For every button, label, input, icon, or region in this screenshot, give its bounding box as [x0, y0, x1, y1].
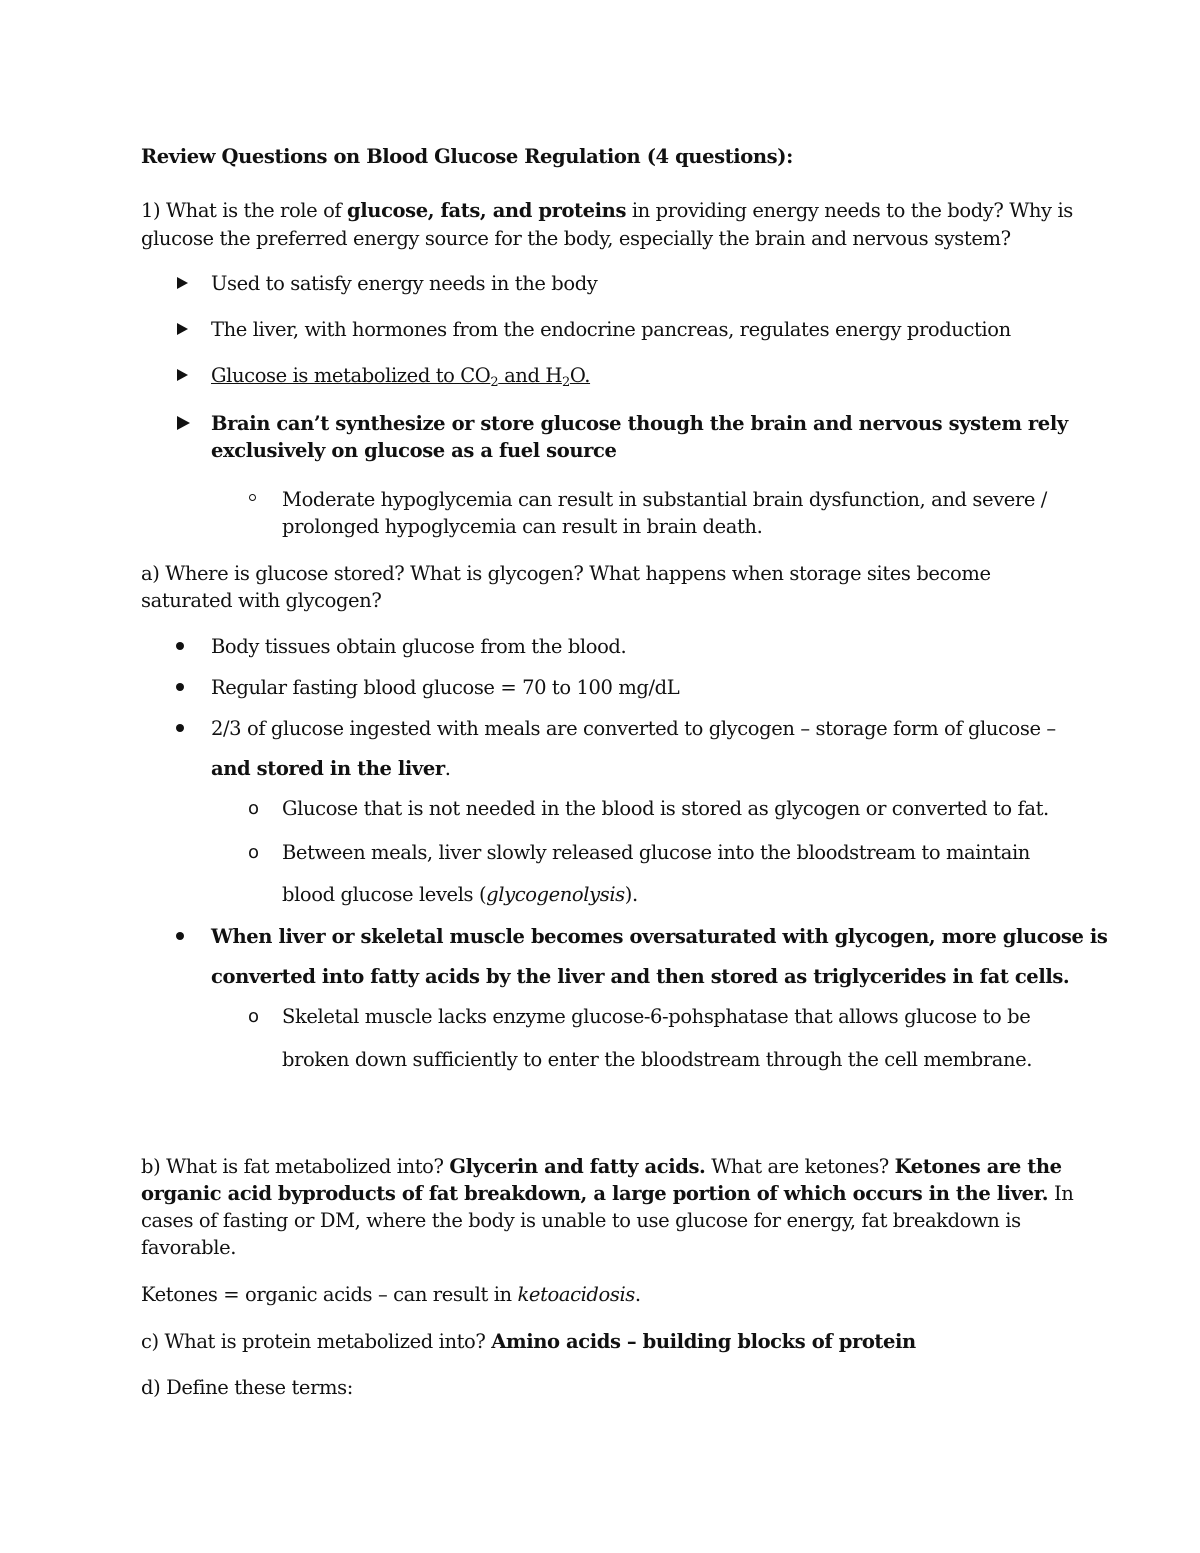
- question-d: d) Define these terms:: [141, 1376, 353, 1399]
- ketones-text: Ketones = organic acids – can result in: [141, 1283, 518, 1306]
- qb-bold: organic acid byproducts of fat breakdown, a large portion of which occurs in the liver.: [141, 1182, 1049, 1205]
- qc-text: c) What is protein metabolized into?: [141, 1330, 492, 1353]
- question-a-line-2: saturated with glycogen?: [141, 589, 382, 612]
- arrow-bullet-icon: [177, 369, 188, 381]
- qa-bullet-4-line-2: converted into fatty acids by the liver and then stored as triglycerides in fat cells.: [211, 965, 1070, 988]
- qa-subbullet-2-text: ).: [624, 883, 638, 906]
- q1-bullet-3-text: and H: [498, 364, 562, 387]
- q1-bullet-3-text: Glucose is metabolized to CO: [211, 364, 491, 387]
- qa-subbullet-1: Glucose that is not needed in the blood is stored as glycogen or converted to fat.: [282, 797, 1049, 820]
- q1-bullet-3: [211, 362, 590, 389]
- qa-subbullet-2-line-1: Between meals, liver slowly released glucose into the bloodstream to maintain: [282, 841, 1030, 864]
- qc-bold: Amino acids – building blocks of protein: [491, 1330, 916, 1353]
- qa-subbullet-3-line-1: Skeletal muscle lacks enzyme glucose-6-pohsphatase that allows glucose to be: [282, 1005, 1031, 1028]
- dot-bullet-icon: [176, 724, 184, 732]
- document-title: Review Questions on Blood Glucose Regulation (4 questions):: [141, 145, 793, 168]
- question-1-line-1: [141, 197, 1073, 224]
- o-bullet-icon: o: [248, 842, 259, 863]
- circle-bullet-icon: [249, 494, 256, 501]
- dot-bullet-icon: [176, 642, 184, 650]
- ketones-italic: ketoacidosis: [517, 1283, 635, 1306]
- qb-text: In: [1048, 1182, 1074, 1205]
- qb-text: b) What is fat metabolized into?: [141, 1155, 450, 1178]
- qb-bold: Glycerin and fatty acids.: [449, 1155, 706, 1178]
- q1-text: 1) What is the role of: [141, 199, 348, 222]
- subscript: 2: [561, 375, 570, 390]
- subscript: 2: [490, 375, 499, 390]
- question-1-line-2: glucose the preferred energy source for the body, especially the brain and nervous system?: [141, 227, 1011, 250]
- qa-bullet-2: Regular fasting blood glucose = 70 to 100 mg/dL: [211, 676, 680, 699]
- qb-text: What are ketones?: [705, 1155, 895, 1178]
- qa-subbullet-3-line-2: broken down sufficiently to enter the bloodstream through the cell membrane.: [282, 1048, 1033, 1071]
- qa-subbullet-2-text: blood glucose levels (: [282, 883, 487, 906]
- question-a-line-1: a) Where is glucose stored? What is glycogen? What happens when storage sites become: [141, 562, 991, 585]
- qa-subbullet-2-italic: glycogenolysis: [486, 883, 625, 906]
- dot-bullet-icon: [176, 683, 184, 691]
- q1-bullet-4-line-2: exclusively on glucose as a fuel source: [211, 439, 617, 462]
- qa-bullet-3-line-2: [211, 755, 451, 782]
- q1-subbullet-line-2: prolonged hypoglycemia can result in brain death.: [282, 515, 763, 538]
- question-c: [141, 1328, 916, 1355]
- question-b-line-2: [141, 1180, 1073, 1207]
- q1-bullet-1: Used to satisfy energy needs in the body: [211, 272, 598, 295]
- ketones-text: .: [634, 1283, 641, 1306]
- qa-bullet-3-end: .: [444, 757, 451, 780]
- qa-bullet-4-line-1: When liver or skeletal muscle becomes oversaturated with glycogen, more glucose is: [211, 925, 1108, 948]
- question-b-line-1: [141, 1153, 1062, 1180]
- dot-bullet-icon: [176, 932, 184, 940]
- q1-bullet-4-line-1: Brain can’t synthesize or store glucose though the brain and nervous system rely: [211, 412, 1068, 435]
- question-b-line-4: favorable.: [141, 1236, 237, 1259]
- arrow-bullet-icon: [177, 416, 190, 430]
- ketones-line: [141, 1281, 641, 1308]
- qa-subbullet-2-line-2: [282, 881, 638, 908]
- arrow-bullet-icon: [177, 277, 188, 289]
- qa-bullet-1: Body tissues obtain glucose from the blood.: [211, 635, 627, 658]
- qa-bullet-3-bold: and stored in the liver: [211, 757, 445, 780]
- arrow-bullet-icon: [177, 323, 188, 335]
- o-bullet-icon: o: [248, 798, 259, 819]
- q1-bullet-3-text: O.: [569, 364, 591, 387]
- q1-text-cont: in providing energy needs to the body? Why is: [626, 199, 1073, 222]
- qb-bold: Ketones are the: [894, 1155, 1062, 1178]
- q1-bullet-2: The liver, with hormones from the endocrine pancreas, regulates energy production: [211, 318, 1011, 341]
- o-bullet-icon: o: [248, 1006, 259, 1027]
- q1-bold-terms: glucose, fats, and proteins: [347, 199, 627, 222]
- question-b-line-3: cases of fasting or DM, where the body is unable to use glucose for energy, fat breakdown is: [141, 1209, 1021, 1232]
- q1-subbullet-line-1: Moderate hypoglycemia can result in substantial brain dysfunction, and severe /: [282, 488, 1047, 511]
- qa-bullet-3-line-1: 2/3 of glucose ingested with meals are converted to glycogen – storage form of glucose –: [211, 717, 1056, 740]
